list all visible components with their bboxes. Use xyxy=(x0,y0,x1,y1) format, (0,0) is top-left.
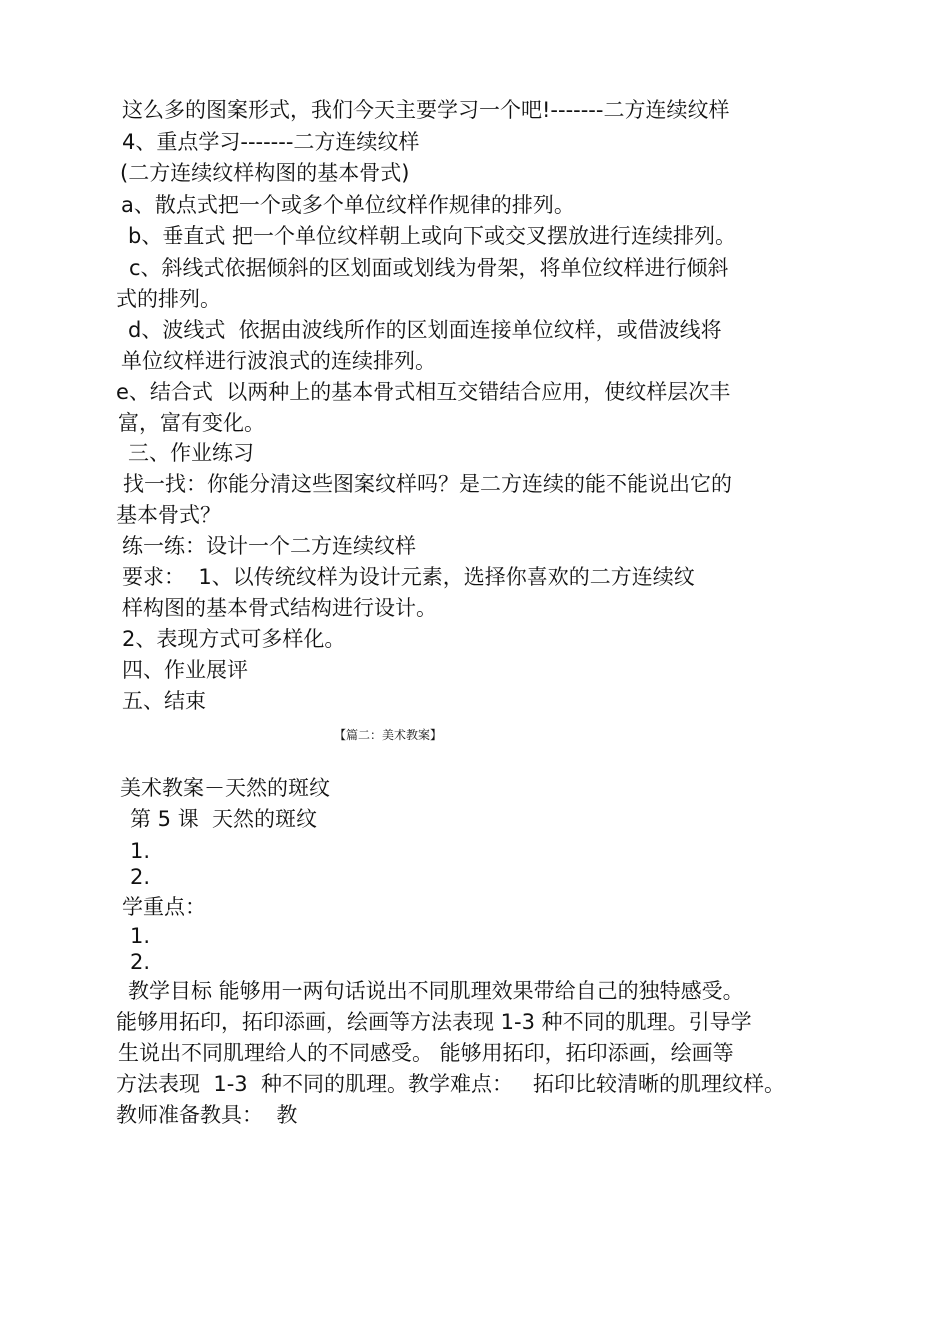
text-line: 第 5 课 天然的斑纹 xyxy=(130,807,318,831)
text-line: 教师准备教具： 教 xyxy=(116,1103,298,1127)
text-line: 式的排列。 xyxy=(116,287,221,311)
text-line: 练一练：设计一个二方连续纹样 xyxy=(122,534,416,558)
text-line: 基本骨式？ xyxy=(116,503,221,527)
text-line: 1. xyxy=(130,839,151,863)
text-line: 4、重点学习-------二方连续纹样 xyxy=(122,130,420,154)
text-line: 教学目标 能够用一两句话说出不同肌理效果带给自己的独特感受。 xyxy=(128,979,744,1003)
text-line: 单位纹样进行波浪式的连续排列。 xyxy=(121,349,436,373)
text-line: 2. xyxy=(130,865,151,889)
text-line: 能够用拓印，拓印添画，绘画等方法表现 1-3 种不同的肌理。引导学 xyxy=(116,1010,752,1034)
text-line: 2. xyxy=(130,950,151,974)
text-line: 四、作业展评 xyxy=(122,658,248,682)
text-line: 美术教案－天然的斑纹 xyxy=(120,776,330,800)
section-header: 【篇二：美术教案】 xyxy=(334,728,443,742)
text-line: 五、结束 xyxy=(122,689,206,713)
text-line: 1. xyxy=(130,924,151,948)
text-line: 学重点： xyxy=(122,895,206,919)
text-line: 方法表现 1-3 种不同的肌理。教学难点： 拓印比较清晰的肌理纹样。 xyxy=(116,1072,786,1096)
text-line: 2、表现方式可多样化。 xyxy=(122,627,346,651)
text-line: 样构图的基本骨式结构进行设计。 xyxy=(122,596,437,620)
text-line: 这么多的图案形式，我们今天主要学习一个吧!-------二方连续纹样 xyxy=(122,98,730,122)
text-line: b、垂直式 把一个单位纹样朝上或向下或交叉摆放进行连续排列。 xyxy=(128,224,737,248)
text-line: 富，富有变化。 xyxy=(118,411,265,435)
text-line: d、波线式 依据由波线所作的区划面连接单位纹样，或借波线将 xyxy=(128,318,722,342)
text-line: 三、作业练习 xyxy=(128,441,254,465)
text-line: a、散点式把一个或多个单位纹样作规律的排列。 xyxy=(121,193,575,217)
text-line: e、结合式 以两种上的基本骨式相互交错结合应用，使纹样层次丰 xyxy=(116,380,731,404)
text-line: c、斜线式依据倾斜的区划面或划线为骨架，将单位纹样进行倾斜 xyxy=(129,256,729,280)
text-line: 要求： 1、以传统纹样为设计元素，选择你喜欢的二方连续纹 xyxy=(122,565,695,589)
text-line: 生说出不同肌理给人的不同感受。 能够用拓印，拓印添画，绘画等 xyxy=(118,1041,734,1065)
text-line: 找一找：你能分清这些图案纹样吗？是二方连续的能不能说出它的 xyxy=(123,472,732,496)
text-line: (二方连续纹样构图的基本骨式) xyxy=(120,161,410,185)
